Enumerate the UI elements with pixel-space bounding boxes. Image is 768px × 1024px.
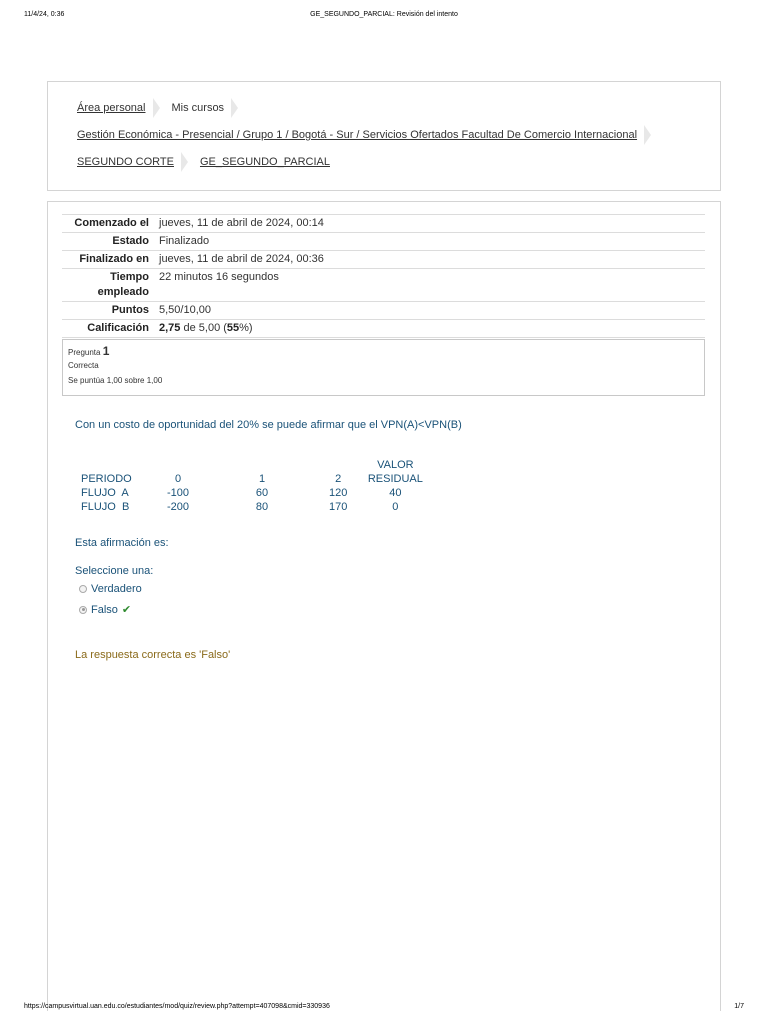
breadcrumb-area-personal[interactable]: Área personal (77, 102, 146, 114)
correct-answer-feedback: La respuesta correcta es 'Falso' (75, 649, 231, 661)
table-cell: 40 (389, 487, 402, 499)
table-cell: FLUJO B (81, 501, 130, 513)
select-one-label: Seleccione una: (75, 565, 154, 577)
breadcrumb-box (47, 81, 721, 191)
summary-label: Calificación (87, 322, 149, 334)
table-cell: 120 (329, 487, 348, 499)
print-title: GE_SEGUNDO_PARCIAL: Revisión del intento (310, 11, 458, 18)
question-status: Correcta (68, 361, 99, 370)
summary-label (62, 270, 159, 300)
breadcrumb-separator-icon (181, 152, 188, 172)
residual-label: RESIDUAL (367, 473, 423, 485)
summary-row-started (62, 214, 705, 232)
summary-label: Comenzado el (74, 217, 149, 229)
grade-end: %) (239, 322, 253, 334)
table-cell: 0 (392, 501, 399, 513)
breadcrumb-separator-icon (644, 125, 651, 145)
table-header-cell: 2 (335, 473, 342, 485)
valor-label: VALOR (377, 459, 414, 471)
table-cell: 80 (255, 501, 269, 513)
print-url: https://campusvirtual.uan.edu.co/estudiantes/mod/quiz/review.php?attempt=407098&cmid=330936 (24, 1003, 330, 1010)
table-cell: -200 (166, 501, 190, 513)
breadcrumb-row-1 (77, 98, 250, 118)
question-score: Se puntúa 1,00 sobre 1,00 (68, 376, 163, 385)
cash-flow-table (75, 458, 437, 514)
breadcrumb-separator-icon (231, 98, 238, 118)
summary-row-points (62, 301, 705, 319)
summary-value: 22 minutos 16 segundos (159, 271, 279, 283)
grade-percent: 55 (226, 322, 240, 334)
option-verdadero[interactable] (79, 583, 142, 595)
table-header-row (75, 458, 437, 486)
grade-score: 2,75 (159, 322, 181, 334)
breadcrumb-separator-icon (153, 98, 160, 118)
summary-value: 5,50/10,00 (159, 304, 211, 316)
summary-row-finished (62, 250, 705, 268)
print-page-number: 1/7 (734, 1003, 744, 1010)
table-cell: FLUJO A (81, 487, 129, 499)
breadcrumb-course[interactable]: Gestión Económica - Presencial / Grupo 1 / Bogotá - Sur / Servicios Ofertados Facultad De Comercio Internacional (77, 129, 638, 141)
radio-button-selected[interactable] (79, 606, 87, 614)
question-number-value: 1 (102, 344, 110, 358)
breadcrumb-quiz[interactable]: GE_SEGUNDO_PARCIAL (199, 156, 330, 168)
table-cell: 60 (255, 487, 269, 499)
summary-row-time (62, 268, 705, 301)
time-label-line-2: empleado (97, 286, 149, 298)
option-label: Falso (91, 603, 118, 616)
checkmark-icon: ✔ (121, 604, 132, 616)
table-row (75, 486, 437, 500)
option-label: Verdadero (91, 583, 142, 595)
table-header-cell: 0 (174, 473, 182, 485)
summary-row-state (62, 232, 705, 250)
summary-label: Estado (112, 235, 149, 247)
option-falso[interactable] (79, 603, 131, 616)
summary-label: Puntos (111, 304, 149, 316)
grade-mid: de 5,00 ( (183, 322, 227, 334)
summary-row-grade (62, 319, 705, 338)
breadcrumb-segundo-corte[interactable]: SEGUNDO CORTE (77, 156, 174, 168)
table-cell: 170 (329, 501, 348, 513)
table-header-cell (353, 458, 437, 486)
quiz-review-region (47, 201, 721, 1011)
attempt-summary-table (62, 214, 705, 338)
question-info-box (62, 339, 705, 396)
time-label-line-1: Tiempo (110, 271, 149, 283)
summary-value: Finalizado (159, 235, 210, 247)
summary-label: Finalizado en (79, 253, 149, 265)
table-cell: -100 (166, 487, 190, 499)
breadcrumb-row-2 (77, 125, 663, 145)
table-row (75, 500, 437, 514)
radio-button[interactable] (79, 585, 87, 593)
table-header-cell: PERIODO (81, 473, 132, 485)
breadcrumb-row-3 (77, 152, 330, 172)
question-text: Con un costo de oportunidad del 20% se puede afirmar que el VPN(A)<VPN(B) (75, 419, 462, 431)
question-prefix: Pregunta (68, 348, 101, 357)
question-number (68, 344, 699, 358)
breadcrumb-mis-cursos[interactable]: Mis cursos (171, 102, 225, 114)
summary-value (159, 321, 705, 336)
summary-value: jueves, 11 de abril de 2024, 00:14 (159, 217, 324, 229)
summary-value: jueves, 11 de abril de 2024, 00:36 (159, 253, 324, 265)
statement-text: Esta afirmación es: (75, 537, 169, 549)
table-header-cell: 1 (258, 473, 266, 485)
print-date: 11/4/24, 0:36 (24, 11, 65, 18)
